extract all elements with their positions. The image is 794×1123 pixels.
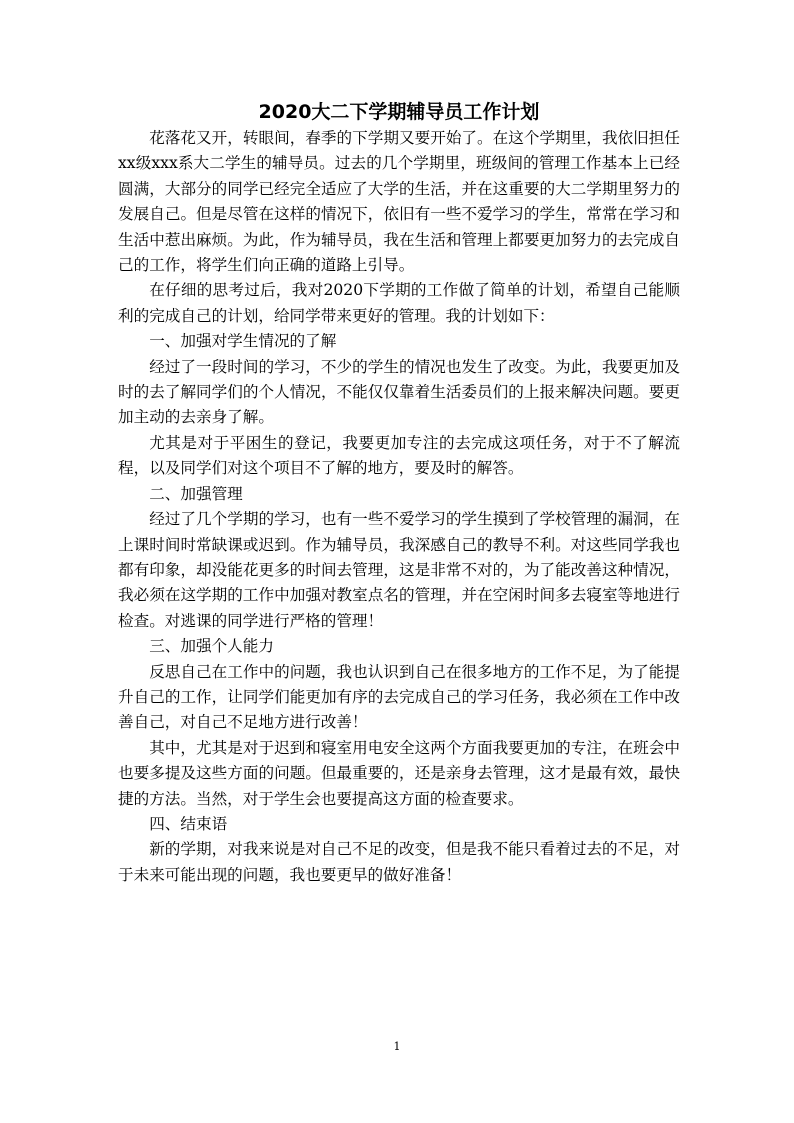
document-body	[118, 99, 680, 888]
page-number: 1	[393, 1040, 401, 1053]
page-title: 2020大二下学期辅导员工作计划	[258, 101, 540, 123]
section-3-paragraph-2: 其中，尤其是对于迟到和寝室用电安全这两个方面我要更加的专注，在班会中也要多提及这些方面的问题。但最重要的，还是亲身去管理，这才是最有效，最快捷的方法。当然，对于学生会也要提高这方面的检查要求。	[118, 738, 680, 808]
section-1-paragraph-1: 经过了一段时间的学习，不少的学生的情况也发生了改变。为此，我要更加及时的去了解同学们的个人情况，不能仅仅靠着生活委员们的上报来解决问题。要更加主动的去亲身了解。	[118, 357, 680, 427]
section-heading-4: 四、结束语	[149, 814, 228, 833]
section-1-paragraph-2: 尤其是对于平困生的登记，我要更加专注的去完成这项任务，对于不了解流程，以及同学们对这个项目不了解的地方，要及时的解答。	[118, 433, 680, 478]
section-4-paragraph-1: 新的学期，对我来说是对自己不足的改变，但是我不能只看着过去的不足，对于未来可能出现的问题，我也要更早的做好准备！	[118, 840, 680, 884]
intro-paragraph-2: 在仔细的思考过后，我对2020下学期的工作做了简单的计划，希望自己能顺利的完成自己的计划，给同学带来更好的管理。我的计划如下：	[118, 281, 680, 325]
intro-paragraph-1: 花落花又开，转眼间，春季的下学期又要开始了。在这个学期里，我依旧担任xx级xxx系大二学生的辅导员。过去的几个学期里，班级间的管理工作基本上已经圆满，大部分的同学已经完全适应了大学的生活，并在这重要的大二学期里努力的发展自己。但是尽管在这样的情况下，依旧有一些不爱学习的学生，常常在学习和生活中惹出麻烦。为此，作为辅导员，我在生活和管理上都要更加努力的去完成自己的工作，将学生们向正确的道路上引导。	[118, 129, 680, 275]
section-heading-2: 二、加强管理	[149, 484, 243, 503]
section-heading-1: 一、加强对学生情况的了解	[149, 332, 337, 351]
section-3-paragraph-1: 反思自己在工作中的问题，我也认识到自己在很多地方的工作不足，为了能提升自己的工作，让同学们能更加有序的去完成自己的学习任务，我必须在工作中改善自己，对自己不足地方进行改善！	[118, 662, 680, 732]
section-2-paragraph-1: 经过了几个学期的学习，也有一些不爱学习的学生摸到了学校管理的漏洞，在上课时间时常缺课或迟到。作为辅导员，我深感自己的教导不利。对这些同学我也都有印象，却没能花更多的时间去管理，这是非常不对的，为了能改善这种情况，我必须在这学期的工作中加强对教室点名的管理，并在空闲时间多去寝室等地进行检查。对逃课的同学进行严格的管理！	[118, 510, 680, 630]
section-heading-3: 三、加强个人能力	[149, 637, 274, 656]
